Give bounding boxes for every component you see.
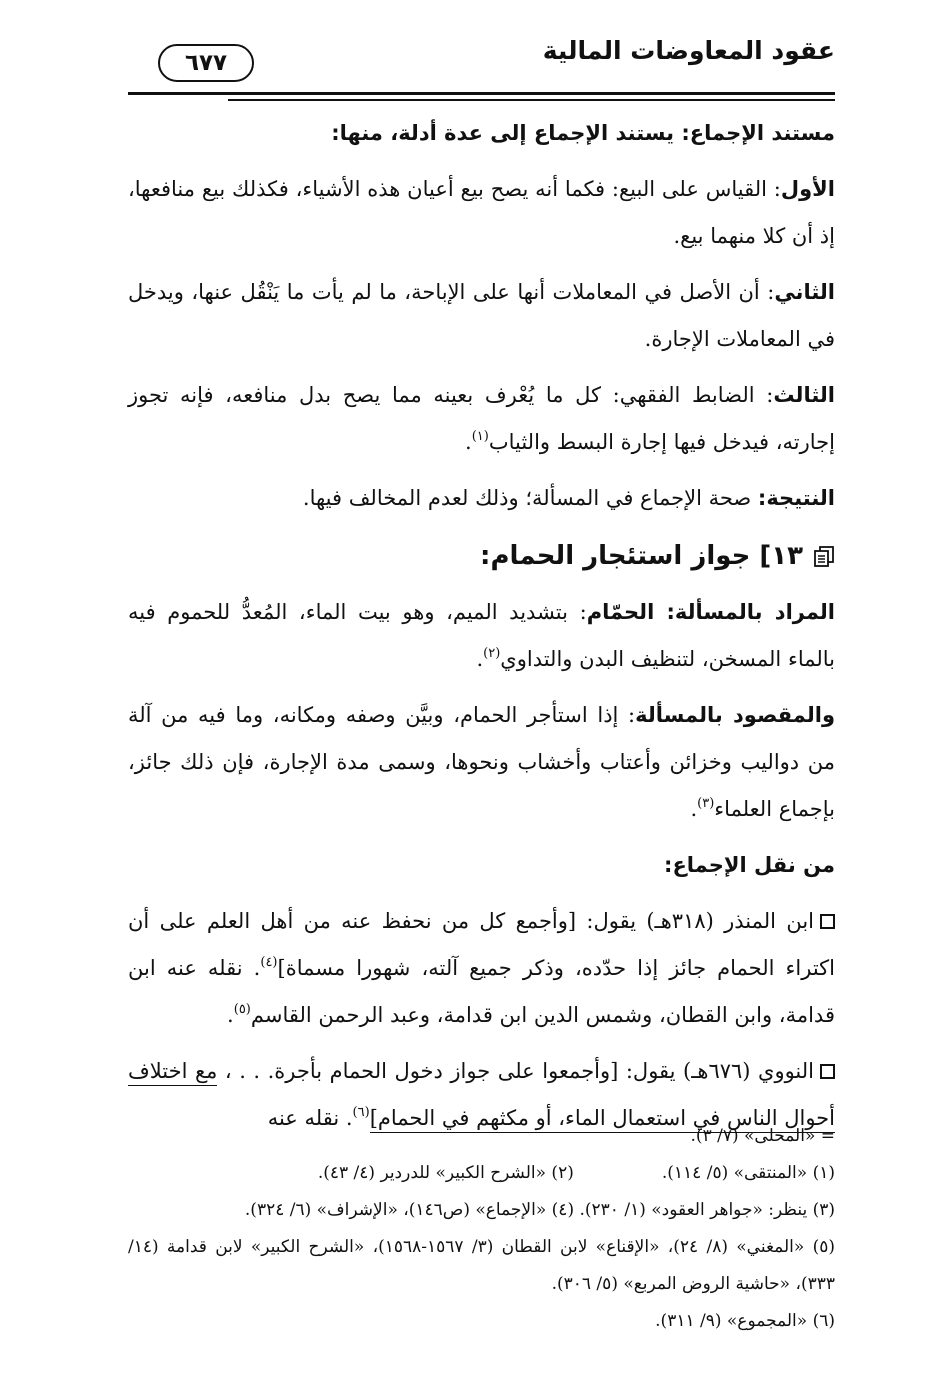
- paragraph-text: ابن المنذر (٣١٨هـ) يقول: [وأجمع كل من نحفظ عنه من أهل العلم على أن اكتراء الحمام جائز إذا حدّده، وذكر جميع آلته، شهورا مسماة]: [128, 909, 836, 980]
- paragraph-tail: . نقله عنه: [267, 1106, 353, 1130]
- footnote-marker[interactable]: (٦): [352, 1105, 370, 1120]
- paragraph-lead: الثاني: [774, 280, 835, 304]
- footnotes: [128, 1118, 835, 1340]
- paragraph-tail: . نقله عنه ابن قدامة، وابن القطان، وشمس الدين ابن قدامة، وعبد الرحمن القاسم: [128, 956, 835, 1027]
- page-body: [128, 110, 835, 1151]
- paragraph-text: : أن الأصل في المعاملات أنها على الإباحة، ما لم يأت ما يَنْقُل عنها، ويدخل في المعاملات الإجارة.: [128, 280, 835, 351]
- footnote-marker[interactable]: (٢): [483, 646, 501, 661]
- paragraph-tail: .: [476, 647, 484, 671]
- checkbox-icon: [820, 1064, 835, 1079]
- footnote-marker[interactable]: (٣): [697, 796, 715, 811]
- paragraph-text: النووي (٦٧٦هـ) يقول: [وأجمعوا على جواز دخول الحمام بأجرة. . . ،: [217, 1059, 815, 1083]
- paragraph-evidence-intro: [128, 110, 835, 157]
- paragraph-text: : الضابط الفقهي: كل ما يُعْرف بعينه مما يصح بدل منافعه، فإنه تجوز إجارته، فيدخل فيها إجارة البسط والثياب: [128, 383, 835, 454]
- section-heading: [128, 531, 835, 581]
- paragraph-tail: .: [465, 430, 472, 454]
- underlined-text: مع اختلاف أحوال الناس في استعمال الماء، أو مكثهم في الحمام]: [128, 1059, 835, 1133]
- running-title: عقود المعاوضات المالية: [542, 36, 835, 65]
- paragraph-lead: والمقصود بالمسألة: [635, 703, 835, 727]
- paragraph-tail: .: [690, 797, 698, 821]
- footnote-marker[interactable]: (٤): [260, 955, 278, 970]
- paragraph-text: : بتشديد الميم، وهو بيت الماء، المُعدُّ للحموم فيه بالماء المسخن، لتنظيف البدن والتداوي: [128, 600, 835, 671]
- paragraph-lead: من نقل الإجماع:: [664, 853, 835, 877]
- footnote-5: (٥) «المغني» (٨/ ٢٤)، «الإقناع» لابن القطان (٣/ ١٥٦٧-١٥٦٨)، «الشرح الكبير» لابن قدامة (١٤/ ٣٣٣)، «حاشية الروض المربع» (٥/ ٣٠٦).: [128, 1237, 836, 1294]
- checkbox-icon: [820, 914, 835, 929]
- section-title: ١٣] جواز استئجار الحمام:: [480, 541, 803, 571]
- paragraph-lead: مستند الإجماع: يستند الإجماع إلى عدة أدلة، منها:: [331, 121, 835, 145]
- footnote-row: [128, 1155, 835, 1192]
- footnote-marker[interactable]: (٥): [233, 1002, 251, 1017]
- paragraph-third: [128, 372, 835, 466]
- paragraph-text: صحة الإجماع في المسألة؛ وذلك لعدم المخالف فيها.: [302, 486, 758, 510]
- header-rule: [128, 92, 835, 95]
- paragraph-result: [128, 475, 835, 522]
- paragraph-intent: [128, 692, 835, 833]
- footnote-2: (٢) «الشرح الكبير» للدردير (٤/ ٤٣).: [317, 1163, 574, 1183]
- paragraph-lead: الثالث: [773, 383, 835, 407]
- paragraph-ibn-almundhir: [128, 898, 835, 1039]
- header-rule-thin: [228, 99, 835, 101]
- paragraph-text: : إذا استأجر الحمام، وبيَّن وصفه ومكانه، وما فيه من آلة من دواليب وخزائن وأعتاب وأخشاب ونحوها، وسمى مدة الإجارة، فإن ذلك جائز، بإجماع العلماء: [128, 703, 835, 821]
- paragraph-lead: الأول: [780, 177, 835, 201]
- paragraph-lead: المراد بالمسألة: الحمّام: [586, 600, 835, 624]
- document-stack-icon: [813, 545, 835, 567]
- paragraph-text: : القياس على البيع: فكما أنه يصح بيع أعيان هذه الأشياء، فكذلك بيع منافعها، إذ أن كلا منهما بيع.: [128, 177, 835, 248]
- footnote-marker[interactable]: (١): [471, 429, 489, 444]
- footnote-continuation: = «المحلى» (٧/ ٣).: [690, 1126, 835, 1146]
- footnote-1: (١) «المنتقى» (٥/ ١١٤).: [661, 1163, 835, 1183]
- paragraph-lead: النتيجة:: [757, 486, 835, 510]
- paragraph-transmitters: [128, 842, 835, 889]
- page-header: [128, 30, 835, 92]
- footnote-6: (٦) «المجموع» (٩/ ٣١١).: [655, 1311, 835, 1331]
- paragraph-first: [128, 166, 835, 260]
- page-number-badge: ٦٧٧: [158, 44, 254, 82]
- paragraph-meaning: [128, 589, 835, 683]
- footnote-3-4: (٣) ينظر: «جواهر العقود» (١/ ٢٣٠). (٤) «الإجماع» (ص١٤٦)، «الإشراف» (٦/ ٣٢٤).: [244, 1200, 835, 1220]
- paragraph-second: [128, 269, 835, 363]
- paragraph-tail: .: [227, 1003, 234, 1027]
